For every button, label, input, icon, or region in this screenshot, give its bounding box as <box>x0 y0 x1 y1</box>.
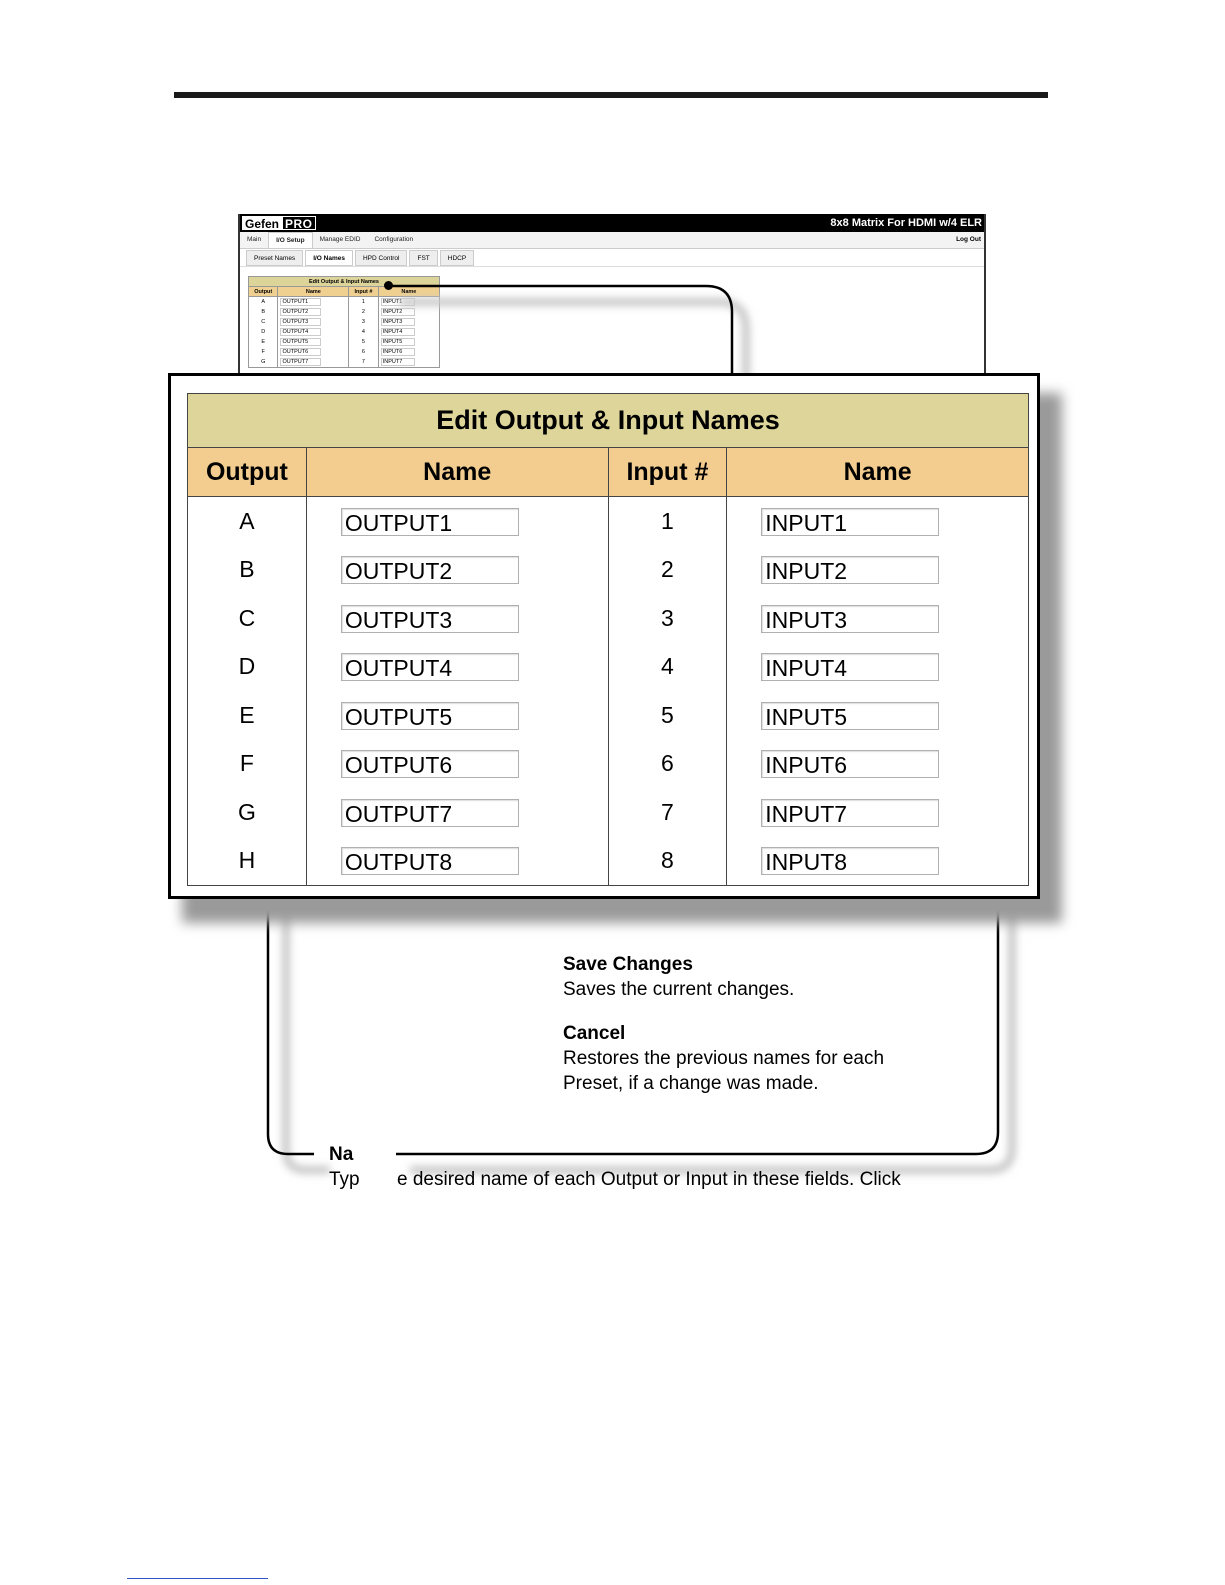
output-name-input[interactable]: OUTPUT6 <box>341 750 519 778</box>
table-row: C OUTPUT3 3 INPUT3 <box>249 317 440 327</box>
output-letter: E <box>188 691 307 740</box>
mini-input-field[interactable]: INPUT7 <box>381 358 416 366</box>
output-name-input[interactable]: OUTPUT7 <box>341 799 519 827</box>
cancel-text-line2: Preset, if a change was made. <box>563 1073 819 1094</box>
mini-col-input-name: Name <box>378 287 439 297</box>
subtab-preset-names[interactable]: Preset Names <box>246 250 303 266</box>
output-name-input[interactable]: OUTPUT8 <box>341 847 519 875</box>
output-letter: G <box>188 788 307 837</box>
output-letter: D <box>188 643 307 692</box>
output-letter: F <box>188 740 307 789</box>
output-letter: H <box>188 837 307 886</box>
output-name-input[interactable]: OUTPUT3 <box>341 605 519 633</box>
table-row <box>188 546 1029 595</box>
bottom-link-underline <box>127 1578 268 1579</box>
input-name-input[interactable]: INPUT7 <box>761 799 939 827</box>
tab-manage-edid[interactable]: Manage EDID <box>319 236 361 243</box>
input-number: 5 <box>608 691 727 740</box>
table-row <box>188 643 1029 692</box>
mini-table-caption: Edit Output & Input Names <box>249 277 440 287</box>
subtab-fst[interactable]: FST <box>409 250 437 266</box>
input-name-input[interactable]: INPUT6 <box>761 750 939 778</box>
col-input-name: Name <box>727 448 1029 497</box>
table-row: F OUTPUT6 6 INPUT6 <box>249 347 440 357</box>
output-letter: C <box>188 594 307 643</box>
table-row <box>188 497 1029 546</box>
input-number: 4 <box>608 643 727 692</box>
mini-input-field[interactable]: INPUT1 <box>381 298 416 306</box>
mini-input-field[interactable]: INPUT5 <box>381 338 416 346</box>
mini-input-field[interactable]: INPUT6 <box>381 348 416 356</box>
table-row: D OUTPUT4 4 INPUT4 <box>249 327 440 337</box>
table-row: E OUTPUT5 5 INPUT5 <box>249 337 440 347</box>
mini-input-field[interactable]: INPUT2 <box>381 308 416 316</box>
window-title: 8x8 Matrix For HDMI w/4 ELR <box>830 217 982 229</box>
table-row: A OUTPUT1 1 INPUT1 <box>249 297 440 308</box>
input-number: 1 <box>608 497 727 546</box>
cancel-title: Cancel <box>563 1023 626 1044</box>
output-letter: B <box>188 546 307 595</box>
mini-input-field[interactable]: INPUT4 <box>381 328 416 336</box>
col-output: Output <box>188 448 307 497</box>
mini-col-name: Name <box>278 287 349 297</box>
mini-input-field[interactable]: INPUT3 <box>381 318 416 326</box>
table-row <box>188 594 1029 643</box>
logout-link[interactable]: Log Out <box>956 236 981 243</box>
name-title: Na <box>329 1144 354 1165</box>
input-name-input[interactable]: INPUT3 <box>761 605 939 633</box>
name-text-end: e desired name of each Output or Input in these fields. Click <box>397 1169 901 1190</box>
gefenpro-logo: Gefen PRO <box>242 216 316 230</box>
output-name-input[interactable]: OUTPUT4 <box>341 653 519 681</box>
mini-output-field[interactable]: OUTPUT6 <box>280 348 321 356</box>
output-name-input[interactable]: OUTPUT5 <box>341 702 519 730</box>
tab-main[interactable]: Main <box>247 236 262 243</box>
names-table <box>187 393 1029 886</box>
col-input-number: Input # <box>608 448 727 497</box>
mini-output-field[interactable]: OUTPUT2 <box>280 308 321 316</box>
input-number: 3 <box>608 594 727 643</box>
input-name-input[interactable]: INPUT5 <box>761 702 939 730</box>
table-row <box>188 837 1029 886</box>
mini-col-output: Output <box>249 287 278 297</box>
table-row: G OUTPUT7 7 INPUT7 <box>249 357 440 368</box>
save-changes-text: Saves the current changes. <box>563 979 795 1000</box>
subtab-hdcp[interactable]: HDCP <box>440 250 474 266</box>
zoomed-panel <box>168 373 1040 899</box>
mini-output-field[interactable]: OUTPUT7 <box>280 358 321 366</box>
mini-output-field[interactable]: OUTPUT5 <box>280 338 321 346</box>
table-row: B OUTPUT2 2 INPUT2 <box>249 307 440 317</box>
table-caption: Edit Output & Input Names <box>188 394 1029 448</box>
save-changes-description <box>563 952 794 1002</box>
save-changes-title: Save Changes <box>563 954 693 975</box>
table-row <box>188 691 1029 740</box>
mini-output-field[interactable]: OUTPUT3 <box>280 318 321 326</box>
col-name: Name <box>306 448 608 497</box>
tab-io-setup[interactable]: I/O Setup <box>268 232 313 248</box>
input-number: 2 <box>608 546 727 595</box>
table-row <box>188 788 1029 837</box>
cancel-description <box>563 1021 884 1096</box>
input-name-input[interactable]: INPUT8 <box>761 847 939 875</box>
input-number: 7 <box>608 788 727 837</box>
input-number: 6 <box>608 740 727 789</box>
output-name-input[interactable]: OUTPUT1 <box>341 508 519 536</box>
input-name-input[interactable]: INPUT4 <box>761 653 939 681</box>
callout-dot <box>384 281 393 290</box>
table-row <box>188 740 1029 789</box>
mini-col-input: Input # <box>349 287 378 297</box>
tab-configuration[interactable]: Configuration <box>374 236 414 243</box>
subtab-hpd-control[interactable]: HPD Control <box>355 250 407 266</box>
mini-output-field[interactable]: OUTPUT4 <box>280 328 321 336</box>
input-number: 8 <box>608 837 727 886</box>
cancel-text-line1: Restores the previous names for each <box>563 1048 885 1069</box>
output-name-input[interactable]: OUTPUT2 <box>341 556 519 584</box>
subtab-io-names[interactable]: I/O Names <box>305 250 353 266</box>
mini-output-field[interactable]: OUTPUT1 <box>280 298 321 306</box>
output-letter: A <box>188 497 307 546</box>
input-name-input[interactable]: INPUT2 <box>761 556 939 584</box>
name-text-start: Typ <box>329 1169 360 1190</box>
input-name-input[interactable]: INPUT1 <box>761 508 939 536</box>
